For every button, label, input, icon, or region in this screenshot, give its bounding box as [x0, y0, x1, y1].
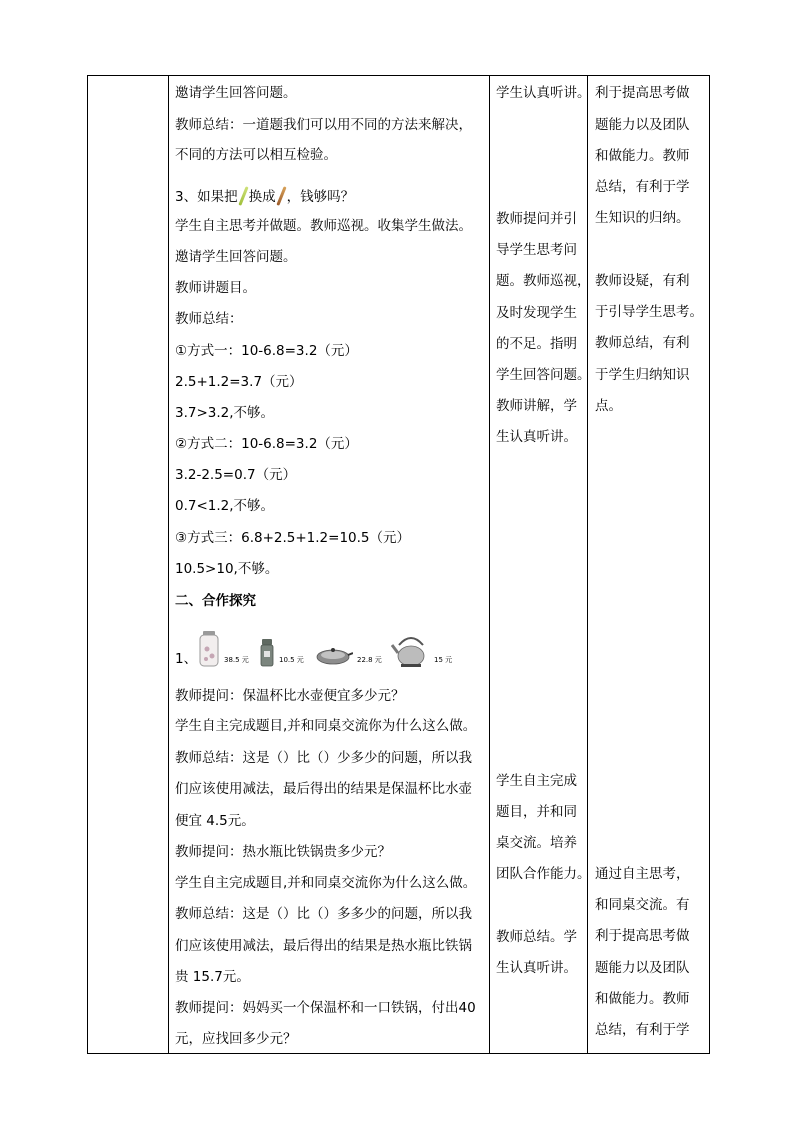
student-line: 桌交流。培养: [496, 835, 577, 851]
process-line: 便宜 4.5元。: [175, 813, 255, 829]
student-line: 团队合作能力。: [496, 866, 591, 882]
process-line: 3.7>3.2,不够。: [175, 405, 275, 421]
intent-line: 于学生归纳知识: [595, 367, 690, 383]
kettle-price: 15 元: [434, 656, 453, 664]
section-heading: 二、合作探究: [175, 593, 256, 609]
process-line: 邀请学生回答问题。: [175, 249, 297, 265]
wok-price: 22.8 元: [357, 656, 382, 664]
intent-line: 和做能力。教师: [595, 148, 690, 164]
intent-line: 教师设疑，有利: [595, 273, 690, 289]
design-intent-column: [588, 76, 710, 1054]
intent-line: 和同桌交流。有: [595, 897, 690, 913]
student-line: 题。教师巡视，: [496, 273, 591, 289]
intent-line: 点。: [595, 398, 622, 414]
question-3-middle: 换成: [248, 189, 276, 205]
intent-line: 总结，有利于学: [595, 1022, 690, 1038]
process-line: 0.7<1.2,不够。: [175, 498, 275, 514]
process-line: 2.5+1.2=3.7（元）: [175, 374, 303, 390]
student-line: 学生自主完成: [496, 773, 577, 789]
student-line: 学生认真听讲。: [496, 85, 591, 101]
thermos-bottle-icon: [197, 631, 221, 667]
question-3-suffix: ，钱够吗？: [286, 189, 355, 205]
process-line: 教师总结：: [175, 311, 243, 327]
intent-line: 题能力以及团队: [595, 117, 690, 133]
intent-line: 和做能力。教师: [595, 991, 690, 1007]
lesson-plan-table: [87, 75, 710, 1054]
process-line: 教师总结：这是（）比（）少多少的问题，所以我: [175, 750, 472, 766]
vacuum-cup-icon: [260, 639, 274, 667]
question-3: [175, 186, 354, 206]
intent-line: 于引导学生思考。: [595, 304, 703, 320]
student-line: 教师提问并引: [496, 211, 577, 227]
intent-line: 总结，有利于学: [595, 179, 690, 195]
wok-icon: [315, 645, 353, 667]
process-line: 学生自主思考并做题。教师巡视。收集学生做法。: [175, 218, 472, 234]
process-line: 们应该使用减法，最后得出的结果是保温杯比水壶: [175, 781, 472, 797]
student-line: 教师总结。学: [496, 929, 577, 945]
intent-line: 通过自主思考，: [595, 866, 690, 882]
student-line: 生认真听讲。: [496, 960, 577, 976]
process-line: 邀请学生回答问题。: [175, 85, 297, 101]
green-stick-icon: [238, 186, 248, 206]
process-line: 贵 15.7元。: [175, 969, 250, 985]
process-line: ①方式一：10-6.8=3.2（元）: [175, 343, 358, 359]
process-line: 学生自主完成题目,并和同桌交流你为什么这么做。: [175, 718, 477, 734]
brown-stick-icon: [276, 186, 286, 206]
intent-line: 生知识的归纳。: [595, 210, 690, 226]
process-line: 教师总结：一道题我们可以用不同的方法来解决，: [175, 117, 472, 133]
process-line: 元，应找回多少元？: [175, 1031, 297, 1047]
student-line: 导学生思考问: [496, 242, 577, 258]
process-line: 教师提问：保温杯比水壶便宜多少元？: [175, 688, 405, 704]
student-line: 生认真听讲。: [496, 429, 577, 445]
process-line: ③方式三：6.8+2.5+1.2=10.5（元）: [175, 530, 411, 546]
process-line: ②方式二：10-6.8=3.2（元）: [175, 436, 358, 452]
intent-line: 题能力以及团队: [595, 960, 690, 976]
question-3-prefix: 3、如果把: [175, 189, 238, 205]
intent-line: 利于提高思考做: [595, 85, 690, 101]
product-illustration: [175, 631, 475, 667]
student-line: 学生回答问题。: [496, 367, 591, 383]
intent-line: 教师总结，有利: [595, 335, 690, 351]
process-line: 教师提问：妈妈买一个保温杯和一口铁锅，付出40: [175, 1000, 476, 1016]
student-activity-column: [490, 76, 591, 1054]
process-line: 3.2-2.5=0.7（元）: [175, 467, 297, 483]
teaching-process-column: [169, 76, 490, 1054]
student-line: 及时发现学生: [496, 305, 577, 321]
thermos-price: 38.5 元: [224, 656, 249, 664]
process-line: 学生自主完成题目,并和同桌交流你为什么这么做。: [175, 875, 477, 891]
process-line: 教师提问：热水瓶比铁锅贵多少元？: [175, 844, 391, 860]
student-line: 的不足。指明: [496, 336, 577, 352]
process-line: 不同的方法可以相互检验。: [175, 147, 337, 163]
intent-line: 利于提高思考做: [595, 928, 690, 944]
process-line: 们应该使用减法，最后得出的结果是热水瓶比铁锅: [175, 938, 472, 954]
process-line: 10.5>10,不够。: [175, 561, 279, 577]
cup-price: 10.5 元: [279, 656, 304, 664]
blank-column: [88, 76, 169, 1054]
product-index: 1、: [175, 651, 198, 667]
kettle-icon: [391, 631, 431, 667]
process-line: 教师总结：这是（）比（）多多少的问题，所以我: [175, 906, 472, 922]
process-line: 教师讲题目。: [175, 280, 256, 296]
student-line: 题目，并和同: [496, 804, 577, 820]
student-line: 教师讲解，学: [496, 398, 577, 414]
